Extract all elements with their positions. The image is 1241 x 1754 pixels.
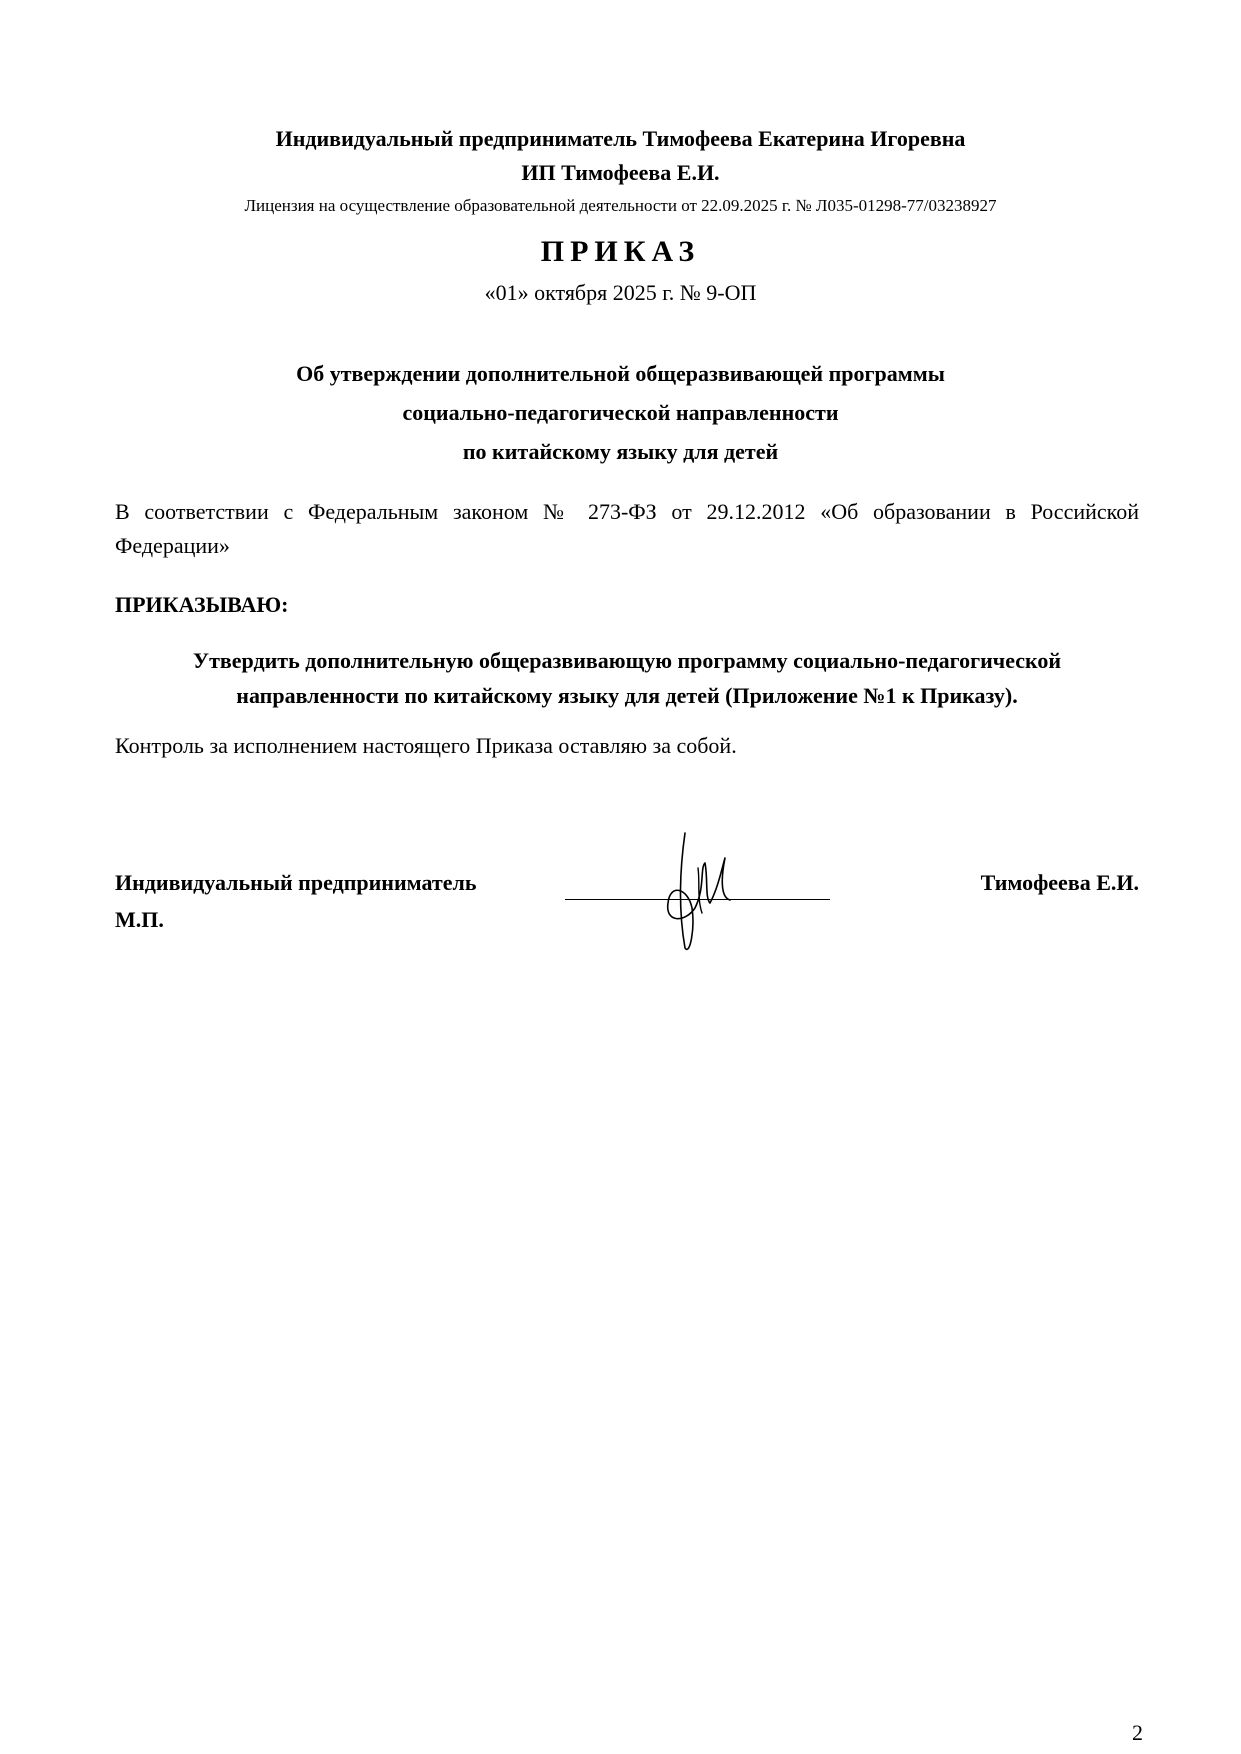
approval-line: Утвердить дополнительную общеразвивающую программу социально-педагогической (192, 648, 1062, 673)
handwritten-signature (650, 828, 750, 958)
signatory-position: Индивидуальный предприниматель (115, 870, 477, 895)
approval-line: направленности по китайскому языку для детей (Приложение №1 к Приказу). (236, 683, 1018, 708)
page-number: 2 (1132, 1720, 1143, 1745)
organization-name: Индивидуальный предприниматель Тимофеева Екатерина Игоревна (275, 126, 966, 151)
decree-heading: ПРИКАЗЫВАЮ: (115, 592, 289, 617)
subject-line: социально-педагогической направленности (402, 400, 839, 425)
document-title: ПРИКАЗ (540, 235, 701, 268)
organization-short-name: ИП Тимофеева Е.И. (521, 160, 720, 185)
subject-line: по китайскому языку для детей (462, 439, 779, 464)
approval-clause (115, 643, 1139, 713)
license-line: Лицензия на осуществление образовательной деятельности от 22.09.2025 г. № Л035-01298-77/03238927 (244, 196, 997, 215)
control-clause: Контроль за исполнением настоящего Приказа оставляю за собой. (115, 733, 737, 758)
legal-basis-paragraph: В соответствии с Федеральным законом № 273-ФЗ от 29.12.2012 «Об образовании в Российской Федерации» (115, 499, 1139, 558)
subject-line: Об утверждении дополнительной общеразвивающей программы (296, 361, 945, 386)
stamp-placeholder: М.П. (115, 907, 164, 932)
signatory-name: Тимофеева Е.И. (980, 870, 1139, 895)
order-subject (0, 354, 1241, 471)
document-date-number: «01» октября 2025 г. № 9-ОП (484, 280, 757, 305)
